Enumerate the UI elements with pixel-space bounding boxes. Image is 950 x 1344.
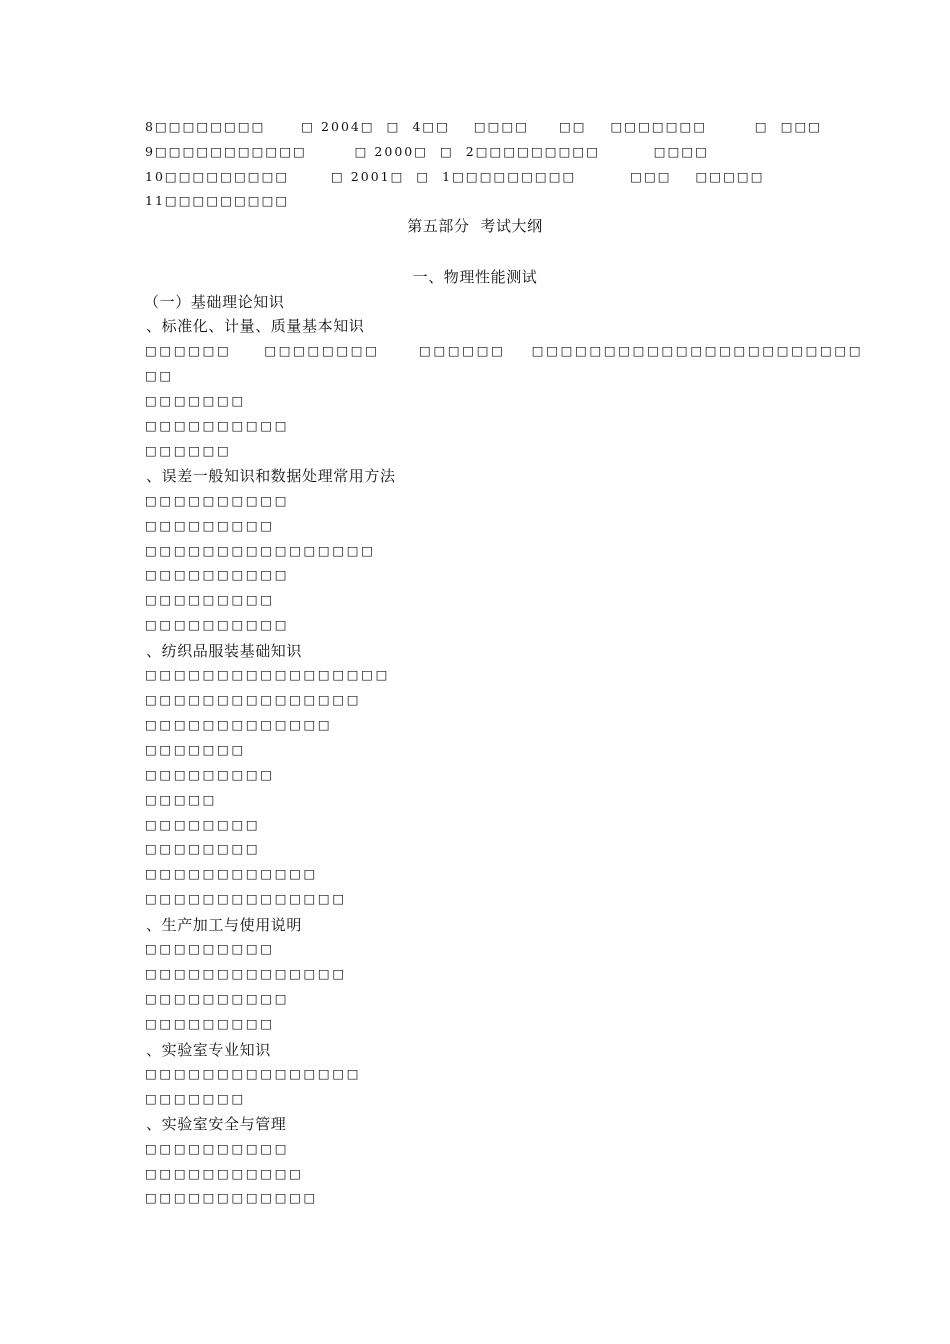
- list-item: □□□□□□□□□□□□□□: [145, 891, 347, 906]
- group-heading: 、误差一般知识和数据处理常用方法: [146, 467, 396, 485]
- list-item: □□□□□□□□□□□: [145, 1166, 304, 1181]
- group-heading: 、生产加工与使用说明: [146, 916, 303, 934]
- list-item: □□□□□□□□□□: [145, 617, 290, 632]
- reference-line: 9□□□□□□□□□□□ □ 2000□ □ 2□□□□□□□□□ □□□□: [145, 144, 710, 159]
- list-item: □□□□□□□□□□□□□□□: [145, 692, 362, 707]
- list-item: □□□□□□□□□□: [145, 991, 290, 1006]
- list-item: □□□□□□□: [145, 742, 246, 757]
- list-item: □□□□□□□: [145, 1091, 246, 1106]
- list-item: □□□□□□□□□: [145, 1016, 275, 1031]
- reference-line: 8□□□□□□□□ □ 2004□ □ 4□□ □□□□ □□ □□□□□□□ □ □□□: [145, 119, 823, 134]
- list-item: □□□□□□□□□□□□□□□: [145, 1066, 362, 1081]
- list-item: □□□□□□□□□□: [145, 493, 290, 508]
- list-item: □□□□□□□□□□: [145, 1141, 290, 1156]
- reference-line: 11□□□□□□□□□: [145, 193, 290, 208]
- group-heading: 、标准化、计量、质量基本知识: [146, 317, 365, 335]
- list-item: □□□□□□□□□□: [145, 567, 290, 582]
- list-item: □□□□□□□□□□□□□□□□□: [145, 667, 390, 682]
- list-item: □□□□□□□□□: [145, 518, 275, 533]
- list-item: □□□□□□□□□: [145, 767, 275, 782]
- list-item: □□□□□□□□□□□□□: [145, 717, 333, 732]
- subsection-title: （一）基础理论知识: [144, 293, 285, 311]
- list-item: □□□□□: [145, 792, 218, 807]
- group-heading: 、实验室安全与管理: [146, 1115, 287, 1133]
- group-heading: 、实验室专业知识: [146, 1041, 271, 1059]
- section-title: 一、物理性能测试: [412, 268, 538, 286]
- list-item: □□□□□□: [145, 443, 232, 458]
- list-item: □□□□□□□□□: [145, 592, 275, 607]
- list-item: □□□□□□□□□□□□□□: [145, 966, 347, 981]
- list-item: □□□□□□□□□□□□: [145, 1190, 318, 1205]
- list-item: □□□□□□□□□: [145, 941, 275, 956]
- list-item: □□□□□□□: [145, 393, 246, 408]
- list-item: □□□□□□ □□□□□□□□ □□□□□□ □□□□□□□□□□□□□□□□□□□□□□□: [145, 343, 864, 358]
- list-item: □□□□□□□□: [145, 841, 261, 856]
- list-item: □□: [145, 368, 174, 383]
- reference-line: 10□□□□□□□□□ □ 2001□ □ 1□□□□□□□□□ □□□ □□□□□: [145, 169, 765, 184]
- list-item: □□□□□□□□□□□□□□□□: [145, 543, 376, 558]
- part-title: 第五部分 考试大纲: [407, 217, 543, 235]
- list-item: □□□□□□□□: [145, 817, 261, 832]
- group-heading: 、纺织品服装基础知识: [146, 642, 303, 660]
- list-item: □□□□□□□□□□: [145, 418, 290, 433]
- list-item: □□□□□□□□□□□□: [145, 866, 318, 881]
